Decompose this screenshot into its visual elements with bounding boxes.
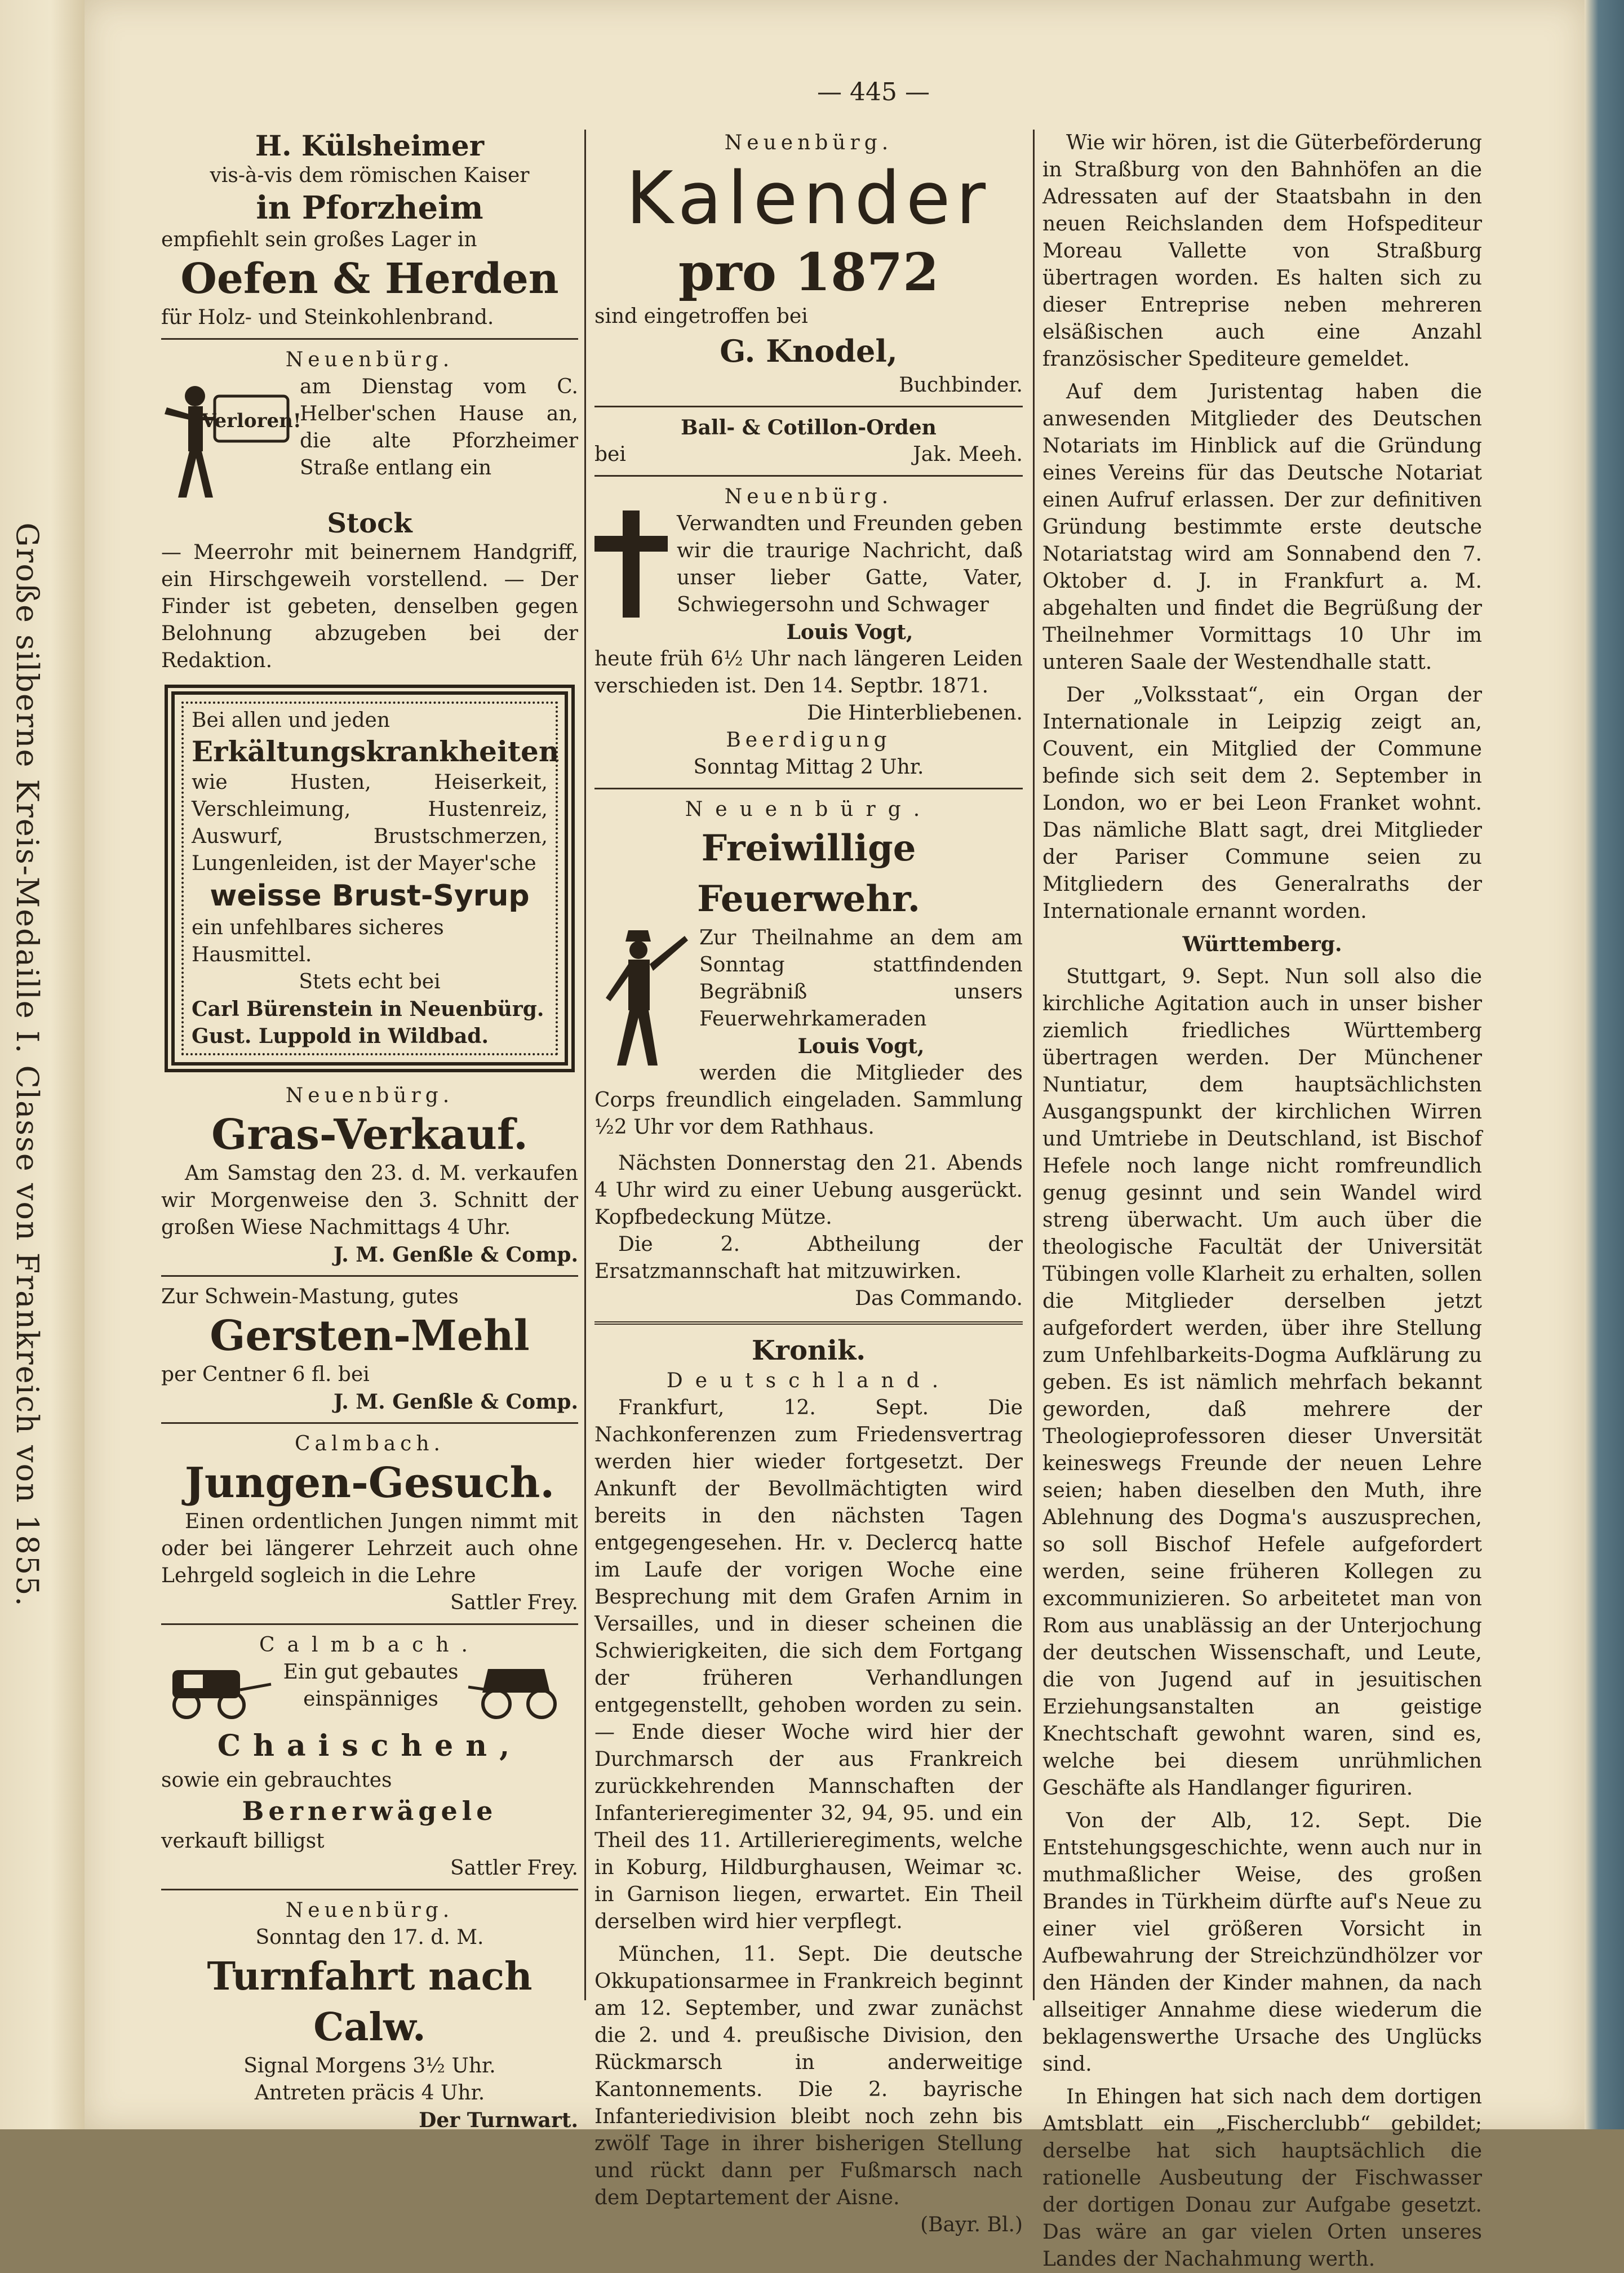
ad-line: Ein gut gebautes einspänniges bbox=[283, 1661, 459, 1711]
ad-product: weisse Brust-Syrup bbox=[210, 879, 530, 913]
ad-text: wie Husten, Heiserkeit, Verschleimung, Hustenreiz, Auswurf, Brustschmerzen, Lungenleiden, ist der Mayer'sche bbox=[192, 771, 548, 875]
ad-signature: Der Turnwart. bbox=[419, 2108, 578, 2132]
carriage-illustration bbox=[161, 1659, 274, 1721]
ad-name: Louis Vogt, bbox=[786, 620, 913, 644]
divider bbox=[161, 1623, 578, 1625]
ad-place: Neuenbürg. bbox=[724, 485, 893, 508]
ad-title: Ball- & Cotillon-Orden bbox=[681, 416, 937, 439]
ad-place: Neuenbürg. bbox=[285, 348, 454, 371]
ad-signature: J. M. Genßle & Comp. bbox=[333, 1243, 578, 1267]
ad-title: Chaischen, bbox=[217, 1729, 522, 1763]
ad-signature: Sattler Frey. bbox=[450, 1857, 578, 1880]
kronik-section bbox=[594, 1334, 1023, 2239]
ad-title: Freiwillige Feuerwehr. bbox=[696, 827, 921, 920]
ad-line: bei bbox=[594, 443, 626, 466]
divider bbox=[594, 475, 1023, 477]
ad-place: Neuenbürg. bbox=[724, 131, 893, 154]
ad-place: Neuenbürg. bbox=[685, 798, 933, 821]
ad-line: Antreten präcis 4 Uhr. bbox=[254, 2081, 485, 2105]
ad-title: Bernerwägele bbox=[242, 1796, 498, 1826]
divider bbox=[594, 1321, 1023, 1325]
ad-text: — Meerrohr mit beinernem Handgriff, ein Hirschgeweih vorstellend. — Der Finder ist gebeten, denselben gegen Belohnung abzugeben bei der Redaktion. bbox=[161, 541, 578, 672]
ad-gras-verkauf bbox=[161, 1082, 578, 1268]
divider bbox=[594, 788, 1023, 789]
ad-title: Kalender bbox=[625, 157, 992, 241]
ad-title: Gersten-Mehl bbox=[210, 1312, 530, 1360]
column-3 bbox=[1042, 130, 1482, 2273]
ad-gerstenmehl bbox=[161, 1284, 578, 1415]
ad-product: Oefen & Herden bbox=[180, 255, 559, 303]
ad-text: am Dienstag vom C. Helber'schen Hause an, die alte Pforzheimer Straße entlang ein bbox=[300, 375, 578, 480]
column-rule bbox=[584, 130, 586, 2000]
ad-line: per Centner 6 fl. bei bbox=[161, 1363, 370, 1386]
book-cover-edge bbox=[1585, 0, 1624, 2129]
ad-kuelsheimer bbox=[161, 130, 578, 331]
divider bbox=[161, 338, 578, 340]
section-subtitle: Württemberg. bbox=[1182, 933, 1342, 956]
ad-title: Gras-Verkauf. bbox=[211, 1111, 528, 1159]
ad-text: Die 2. Abtheilung der Ersatzmannschaft hat mitzuwirken. bbox=[594, 1233, 1023, 1283]
ad-vendor: Carl Bürenstein in Neuenbürg. bbox=[192, 997, 544, 1021]
ad-text: Nächsten Donnerstag den 21. Abends 4 Uhr wird zu einer Uebung ausgerückt. Kopfbedeckung Mütze. bbox=[594, 1152, 1023, 1229]
ad-line: Beerdigung bbox=[726, 729, 891, 752]
news-paragraph: Stuttgart, 9. Sept. Nun soll also die kirchliche Agitation auch in unser bisher ziemlich friedliches Württemberg übertragen werden. Der Münchener Nuntiatur, dem hauptsächlichsten Ausgangspunkt der kirchlichen Wirren und Umtriebe in Deutschland, ist Bischof Hefele noch lange nicht romfreundlich genug gesinnt und sein Wandel wird streng überwacht. Um auch über die theologische Facultät der Universität Tübingen volle Klarheit zu erhalten, sollen die Mitglieder derselben jetzt aufgefordert werden, über ihre Stellung zum Unfehlbarkeits-Dogma Aufklärung zu geben. Es ist nämlich mehrfach bekannt geworden, daß mehrere der Theologieprofessoren dieser Unversität keineswegs Freunde der neuen Lehre seien; haben dieselben den Muth, ihre Ablehnung des Dogma's auszusprechen, so soll Bischof Hefele aufgefordert werden, seine früheren Kollegen zu excommunizieren. So arbeitetet man von Rom aus unablässig an der Unterjochung der deutschen Wissenschaft, und Leute, die von Jugend auf in jesuitischen Erziehungsanstalten an geistige Knechtschaft gewohnt waren, sind es, welche bei diesem unrühmlichen Geschäfte als Handlanger figuriren. bbox=[1042, 965, 1482, 1800]
ad-ball-orden bbox=[594, 414, 1023, 468]
divider bbox=[161, 1422, 578, 1424]
ad-text: Am Samstag den 23. d. M. verkaufen wir Morgenweise den 3. Schnitt der großen Wiese Nachmittags 4 Uhr. bbox=[161, 1162, 578, 1239]
ad-text: werden die Mitglieder des Corps freundlich eingeladen. Sammlung ½2 Uhr vor dem Rathhaus. bbox=[594, 1062, 1023, 1139]
ad-line: empfiehlt sein großes Lager in bbox=[161, 228, 477, 251]
ad-line: sind eingetroffen bei bbox=[594, 305, 808, 328]
ad-line: Stets echt bei bbox=[299, 970, 441, 993]
ad-jungen-gesuch bbox=[161, 1431, 578, 1617]
ad-title: Turnfahrt nach Calw. bbox=[207, 1954, 533, 2050]
column-rule bbox=[1033, 130, 1035, 2000]
ad-name: G. Knodel, bbox=[720, 333, 898, 369]
news-paragraph: In Ehingen hat sich nach dem dortigen Amtsblatt ein „Fischerclubb“ gebildet; derselbe hat sich hauptsächlich die rationelle Ausbeutung der Fischwasser der dortigen Donau zur Aufgabe gesetzt. Das wäre an gar vielen Orten unseres Landes der Nachahmung werth. bbox=[1042, 2085, 1482, 2271]
ad-city: in Pforzheim bbox=[256, 189, 483, 227]
section-subtitle: Deutschland. bbox=[666, 1369, 951, 1392]
fireman-illustration bbox=[594, 925, 690, 1071]
ad-signature: Jak. Meeh. bbox=[913, 443, 1023, 466]
ad-line: Zur Schwein-Mastung, gutes bbox=[161, 1285, 459, 1308]
divider bbox=[161, 1889, 578, 1890]
divider bbox=[161, 1275, 578, 1277]
ad-name: H. Külsheimer bbox=[255, 129, 485, 162]
ad-text: Verwandten und Freunden geben wir die traurige Nachricht, daß unser lieber Gatte, Vater, Schwiegersohn und Schwager bbox=[677, 512, 1023, 616]
ad-verloren bbox=[161, 347, 578, 674]
news-paragraph: Von der Alb, 12. Sept. Die Entstehungsgeschichte, wenn auch nur in muthmaßlicher Weise, des großen Brandes in Türkheim dürfte auf's Neue zu einer viel größeren Vorsicht in Aufbewahrung der Streichzündhölzer vor den Händen der Kinder mahnen, da nach allseitiger Annahme diese wiederum die beklagenswerthe Ursache des Unglücks sind. bbox=[1042, 1809, 1482, 2076]
ad-vendor: Gust. Luppold in Wildbad. bbox=[192, 1024, 489, 1048]
section-title: Kronik. bbox=[751, 1335, 866, 1366]
ad-place: Neuenbürg. bbox=[285, 1899, 454, 1922]
news-paragraph: Auf dem Juristentag haben die anwesenden Mitglieder des Deutschen Notariats im Hinblick auf die Gründung eines Vereins für das Deutsche Notariat einen Aufruf erlassen. Der zur definitiven Gründung bestimmte erste deutsche Notariatstag wird am Sonnabend den 7. Oktober d. J. in Frankfurt a. M. abgehalten und findet die Begrüßung der Theilnehmer Vormittags 10 Uhr im unteren Saale der Westendhalle statt. bbox=[1042, 380, 1482, 674]
divider bbox=[594, 406, 1023, 407]
ad-signature: Sattler Frey. bbox=[450, 1591, 578, 1614]
carriage-illustration bbox=[465, 1659, 578, 1721]
ad-text: Zur Theilnahme an dem am Sonntag stattfindenden Begräbniß unsers Feuerwehrkameraden bbox=[699, 926, 1023, 1031]
ad-line: Bei allen und jeden bbox=[192, 709, 391, 732]
news-paragraph: Wie wir hören, ist die Güterbeförderung in Straßburg von den Bahnhöfen an die Adressaten auf der Staatsbahn in den neuen Reichslanden dem Hofspediteur Moreau Vallette von Straßburg übertragen worden. Es halten sich zu dieser Entreprise neben mehreren elsäßischen auch eine Anzahl französischer Spediteure gemeldet. bbox=[1042, 131, 1482, 371]
ad-year: pro 1872 bbox=[678, 242, 939, 303]
ad-text: heute früh 6½ Uhr nach längeren Leiden verschieden ist. Den 14. Septbr. 1871. bbox=[594, 647, 1023, 698]
ad-place: Calmbach. bbox=[295, 1432, 445, 1455]
ad-line: verkauft billigst bbox=[161, 1830, 325, 1853]
ad-signature: Das Commando. bbox=[855, 1287, 1023, 1310]
ad-item: Stock bbox=[327, 508, 412, 539]
sign-text: Verloren! bbox=[201, 410, 301, 432]
news-paragraph: Der „Volksstaat“, ein Organ der Internationale in Leipzig zeigt an, Couvent, ein Mitglied der Commune befinde sich seit dem 2. September in London, wo er bei Leon Franket wohnt. Das nämliche Blatt sagt, drei Mitglieder der Pariser Commune seien zu Mitgliedern des Generalraths der Internationale ernannt worden. bbox=[1042, 683, 1482, 923]
ad-place: Calmbach. bbox=[259, 1633, 480, 1657]
news-source: (Bayr. Bl.) bbox=[920, 2213, 1023, 2236]
ad-todesanzeige bbox=[594, 483, 1023, 781]
news-paragraph: Frankfurt, 12. Sept. Die Nachkonferenzen zum Friedensvertrag werden hier wieder fortgesetzt. Der Ankunft der Bevollmächtigten wird bereits in den nächsten Tagen entgegengesehen. Hr. v. Declercq hatte im Laufe der vorigen Woche eine Besprechung mit dem Grafen Arnim in Versailles, und in dieser scheinen die Schwierigkeiten, die sich dem Fortgang der früheren Verhandlungen entgegenstellt, gehoben worden zu sein. — Ende dieser Woche wird hier der Durchmarsch der aus Frankreich zurückkehrenden Mannschaften der Infanterieregimenter 32, 94, 95. und ein Theil des 11. Artillerieregiments, welche in Koburg, Hildburghausen, Weimar ꝛc. in Garnison liegen, erwartet. Ein Theil derselben wird hier verpflegt. bbox=[594, 1396, 1023, 1933]
ad-line: Signal Morgens 3½ Uhr. bbox=[243, 2054, 496, 2077]
news-paragraph: München, 11. Sept. Die deutsche Okkupationsarmee in Frankreich beginnt am 12. September, und zwar zunächst die 2. und 4. preußische Division, den Rückmarsch in anderweitige Kantonnements. Die 2. bayrische Infanteriedivision bleibt noch zehn bis zwölf Tage in ihrer bisherigen Stellung und rückt dann per Fußmarsch nach dem Deptartement der Aisne. bbox=[594, 1943, 1023, 2209]
ad-turnfahrt bbox=[161, 1897, 578, 2134]
ad-chaischen bbox=[161, 1632, 578, 1882]
ad-text: Einen ordentlichen Jungen nimmt mit oder bei längerer Lehrzeit auch ohne Lehrgeld sogleich in die Lehre bbox=[161, 1510, 578, 1587]
ad-headline: Erkältungskrankheiten bbox=[192, 735, 560, 768]
ad-line: Sonntag den 17. d. M. bbox=[255, 1926, 484, 1949]
ad-place: Neuenbürg. bbox=[285, 1084, 454, 1107]
ad-signature: Die Hinterbliebenen. bbox=[806, 702, 1023, 725]
ad-name: Louis Vogt, bbox=[797, 1035, 925, 1058]
book-spine bbox=[0, 0, 86, 2129]
ad-signature: J. M. Genßle & Comp. bbox=[333, 1390, 578, 1414]
column-2 bbox=[594, 130, 1023, 2239]
newspaper-page bbox=[85, 0, 1585, 2271]
cross-icon bbox=[594, 510, 668, 618]
ad-title: Jungen-Gesuch. bbox=[184, 1459, 555, 1507]
ad-line: ein unfehlbares sicheres Hausmittel. bbox=[192, 916, 444, 966]
column-1 bbox=[161, 130, 578, 2134]
ad-line: Buchbinder. bbox=[899, 374, 1023, 397]
page-number: — 445 — bbox=[817, 78, 930, 106]
ad-brust-syrup-frame bbox=[165, 685, 575, 1072]
spine-medal-text: Große silberne Kreis-Medaille I. Classe von Frankreich von 1855. bbox=[10, 522, 45, 1608]
ad-kalender bbox=[594, 130, 1023, 399]
town-crier-illustration bbox=[161, 374, 301, 503]
ad-feuerwehr bbox=[594, 796, 1023, 1312]
ad-line: sowie ein gebrauchtes bbox=[161, 1769, 392, 1792]
ad-line: Sonntag Mittag 2 Uhr. bbox=[693, 756, 924, 779]
ad-line: für Holz- und Steinkohlenbrand. bbox=[161, 306, 494, 329]
ad-line: vis-à-vis dem römischen Kaiser bbox=[210, 164, 530, 187]
